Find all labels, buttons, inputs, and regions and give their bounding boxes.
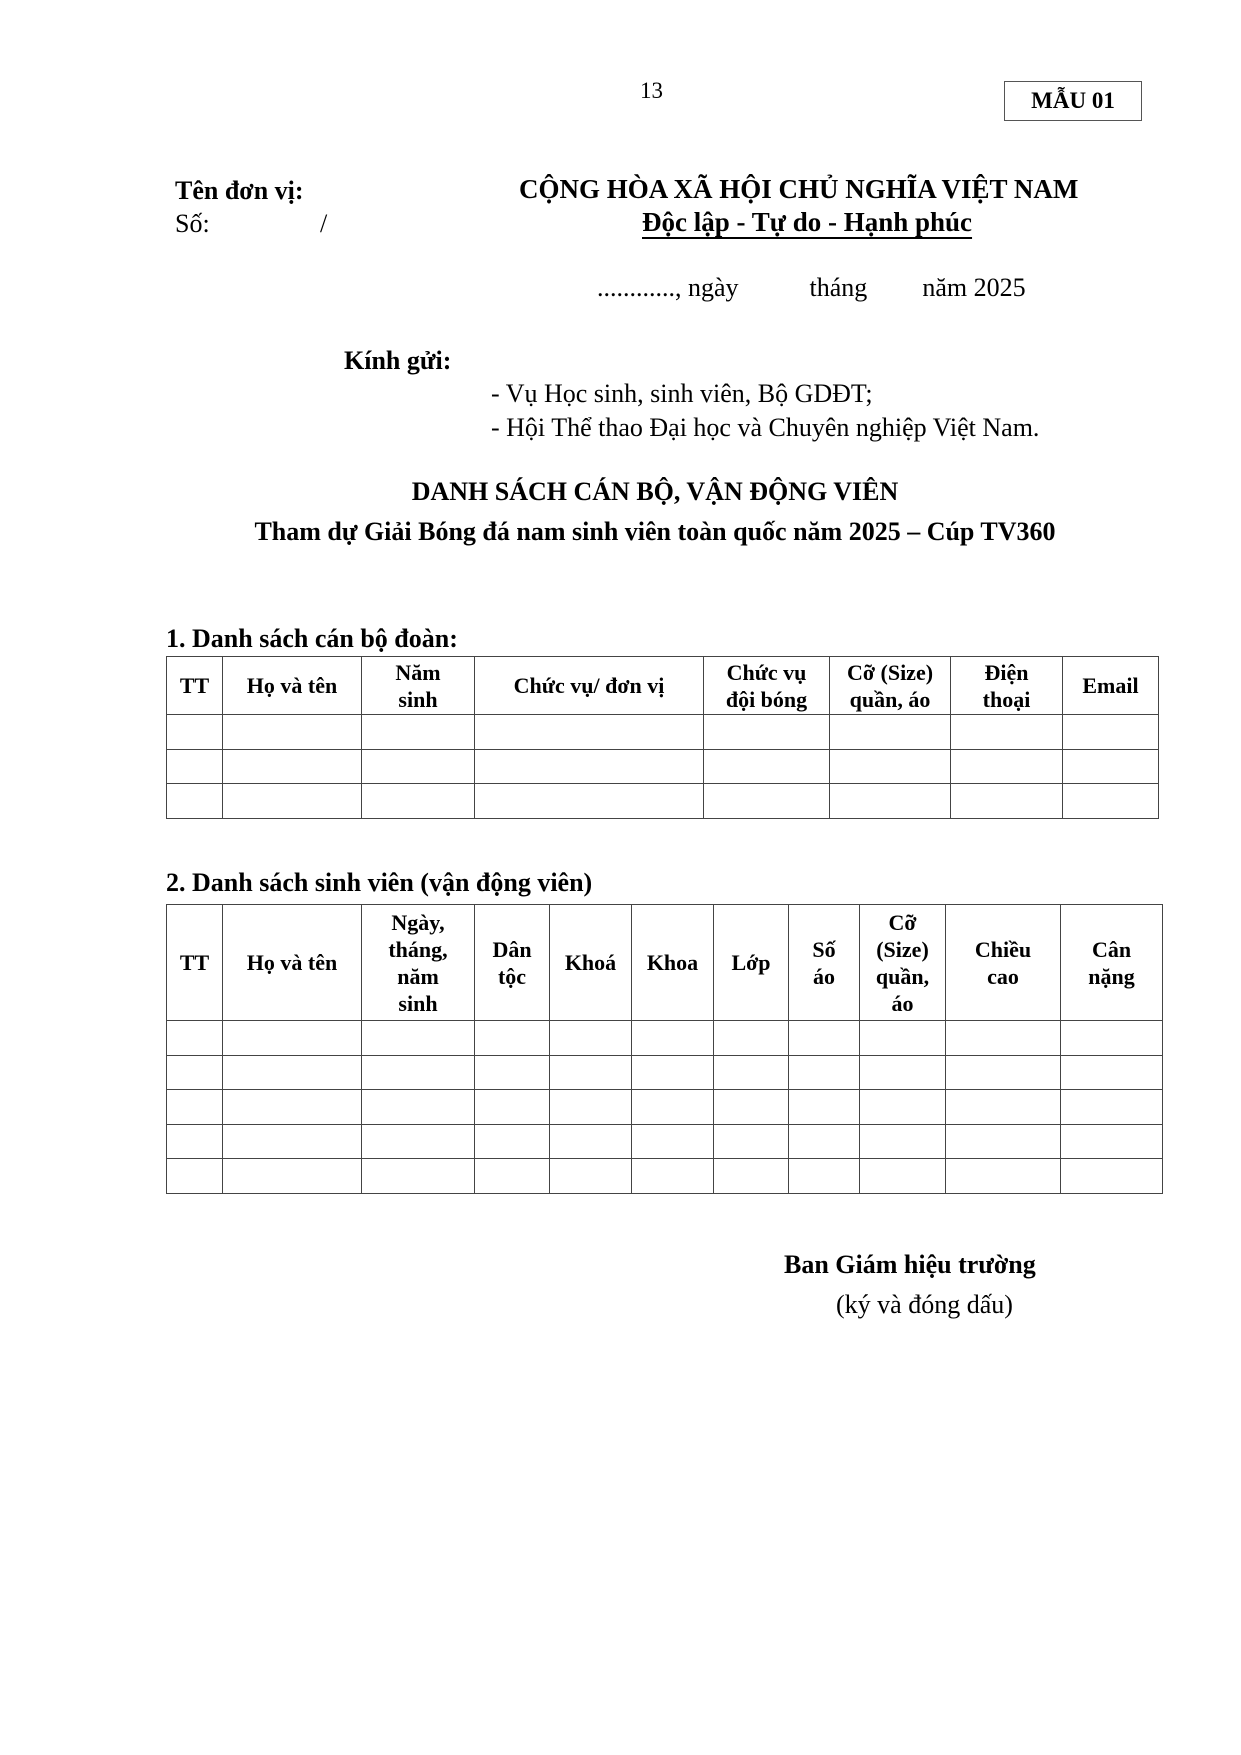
staff-column-header-line: Cỡ (Size) bbox=[846, 659, 934, 685]
student-column-header-line: cao bbox=[987, 963, 1019, 989]
staff-table-row bbox=[167, 749, 1159, 784]
student-table-cell[interactable] bbox=[475, 1090, 550, 1125]
staff-column-header-line: sinh bbox=[398, 686, 438, 712]
student-table-cell[interactable] bbox=[714, 1159, 789, 1194]
student-table-cell[interactable] bbox=[550, 1159, 632, 1194]
student-table-cell[interactable] bbox=[223, 1055, 362, 1090]
student-table-cell[interactable] bbox=[362, 1021, 475, 1056]
date-line bbox=[597, 273, 1026, 303]
student-column-header bbox=[475, 905, 550, 1021]
student-column-header bbox=[1061, 905, 1163, 1021]
staff-table-cell[interactable] bbox=[830, 715, 951, 750]
student-table-cell[interactable] bbox=[550, 1021, 632, 1056]
student-table-cell[interactable] bbox=[475, 1159, 550, 1194]
staff-table bbox=[166, 656, 1159, 819]
student-column-header bbox=[223, 905, 362, 1021]
student-column-header-line: Cân bbox=[1091, 936, 1132, 962]
student-column-header-line: nặng bbox=[1088, 963, 1135, 989]
student-table-cell[interactable] bbox=[167, 1124, 223, 1159]
staff-column-header bbox=[362, 657, 475, 715]
student-column-header bbox=[860, 905, 946, 1021]
student-table-cell[interactable] bbox=[860, 1090, 946, 1125]
staff-table-cell[interactable] bbox=[167, 715, 223, 750]
staff-table-cell[interactable] bbox=[830, 784, 951, 819]
student-table-cell[interactable] bbox=[223, 1021, 362, 1056]
student-column-header-line: quần, bbox=[875, 963, 930, 989]
student-column-header-line: Số bbox=[812, 936, 836, 962]
student-table-cell[interactable] bbox=[362, 1055, 475, 1090]
student-table-cell[interactable] bbox=[860, 1159, 946, 1194]
student-table-row bbox=[167, 1159, 1163, 1194]
document-number-slash: / bbox=[320, 209, 328, 238]
student-table-cell[interactable] bbox=[632, 1055, 714, 1090]
staff-table-cell[interactable] bbox=[167, 749, 223, 784]
staff-table-cell[interactable] bbox=[475, 749, 704, 784]
student-column-header bbox=[789, 905, 860, 1021]
student-table-cell[interactable] bbox=[714, 1124, 789, 1159]
student-table-cell[interactable] bbox=[714, 1021, 789, 1056]
staff-table-cell[interactable] bbox=[362, 715, 475, 750]
student-column-header-line: Khoa bbox=[646, 950, 699, 975]
student-table-cell[interactable] bbox=[1061, 1021, 1163, 1056]
recipients-label: Kính gửi: bbox=[344, 346, 452, 375]
date-year: năm 2025 bbox=[922, 273, 1026, 302]
student-table-cell[interactable] bbox=[860, 1055, 946, 1090]
student-table-row bbox=[167, 1055, 1163, 1090]
staff-column-header-line: Chức vụ/ đơn vị bbox=[513, 673, 665, 698]
staff-table-cell[interactable] bbox=[223, 784, 362, 819]
staff-table-row bbox=[167, 784, 1159, 819]
student-table-cell[interactable] bbox=[714, 1055, 789, 1090]
student-column-header-line: TT bbox=[179, 950, 210, 975]
student-column-header bbox=[714, 905, 789, 1021]
signature-title: Ban Giám hiệu trường bbox=[784, 1250, 1036, 1279]
student-table-cell[interactable] bbox=[1061, 1124, 1163, 1159]
student-table-cell[interactable] bbox=[362, 1124, 475, 1159]
student-column-header-line: Khoá bbox=[564, 950, 617, 975]
student-column-header-line: áo bbox=[891, 990, 914, 1016]
student-table-cell[interactable] bbox=[167, 1021, 223, 1056]
staff-column-header bbox=[951, 657, 1063, 715]
student-table-cell[interactable] bbox=[223, 1159, 362, 1194]
student-table-cell[interactable] bbox=[789, 1124, 860, 1159]
student-table-cell[interactable] bbox=[475, 1055, 550, 1090]
student-column-header-line: Dân bbox=[492, 936, 532, 962]
student-column-header-line: Ngày, bbox=[391, 909, 445, 935]
student-table-cell[interactable] bbox=[946, 1090, 1061, 1125]
student-table-cell[interactable] bbox=[860, 1124, 946, 1159]
student-table-cell[interactable] bbox=[789, 1159, 860, 1194]
student-column-header bbox=[946, 905, 1061, 1021]
student-table-cell[interactable] bbox=[860, 1021, 946, 1056]
student-table-cell[interactable] bbox=[167, 1159, 223, 1194]
national-motto: Độc lập - Tự do - Hạnh phúc bbox=[642, 207, 973, 237]
signature-note: (ký và đóng dấu) bbox=[836, 1290, 1013, 1319]
student-table-cell[interactable] bbox=[789, 1090, 860, 1125]
student-table-cell[interactable] bbox=[223, 1090, 362, 1125]
student-table-cell[interactable] bbox=[946, 1021, 1061, 1056]
staff-column-header-line: Điện bbox=[984, 659, 1029, 685]
staff-column-header bbox=[830, 657, 951, 715]
student-table-cell[interactable] bbox=[1061, 1055, 1163, 1090]
student-table-cell[interactable] bbox=[946, 1124, 1061, 1159]
staff-column-header-line: thoại bbox=[982, 686, 1031, 712]
student-table-cell[interactable] bbox=[789, 1021, 860, 1056]
staff-table-cell[interactable] bbox=[951, 715, 1063, 750]
student-table-cell[interactable] bbox=[550, 1090, 632, 1125]
student-table-cell[interactable] bbox=[167, 1090, 223, 1125]
staff-table-cell[interactable] bbox=[362, 749, 475, 784]
student-table-cell[interactable] bbox=[632, 1090, 714, 1125]
staff-table-cell[interactable] bbox=[475, 784, 704, 819]
student-table-cell[interactable] bbox=[789, 1055, 860, 1090]
unit-name-label: Tên đơn vị: bbox=[175, 176, 304, 205]
recipient-item: - Hội Thể thao Đại học và Chuyên nghiệp Việt Nam. bbox=[491, 413, 1040, 442]
date-place-day: ............, ngày bbox=[597, 273, 739, 302]
staff-section-heading: 1. Danh sách cán bộ đoàn: bbox=[166, 624, 458, 653]
national-title: CỘNG HÒA XÃ HỘI CHỦ NGHĨA VIỆT NAM bbox=[519, 174, 1079, 204]
staff-column-header-line: TT bbox=[179, 673, 210, 698]
student-table-cell[interactable] bbox=[714, 1090, 789, 1125]
staff-table-cell[interactable] bbox=[1063, 784, 1159, 819]
student-table-cell[interactable] bbox=[1061, 1090, 1163, 1125]
student-table-cell[interactable] bbox=[946, 1055, 1061, 1090]
staff-column-header bbox=[167, 657, 223, 715]
student-table-cell[interactable] bbox=[550, 1124, 632, 1159]
staff-table-cell[interactable] bbox=[704, 784, 830, 819]
staff-table-cell[interactable] bbox=[362, 784, 475, 819]
staff-table-cell[interactable] bbox=[167, 784, 223, 819]
document-title: DANH SÁCH CÁN BỘ, VẬN ĐỘNG VIÊN bbox=[411, 477, 899, 506]
student-column-header-line: Chiều bbox=[974, 936, 1032, 962]
staff-column-header-line: Email bbox=[1082, 673, 1139, 698]
staff-table-cell[interactable] bbox=[1063, 715, 1159, 750]
staff-table-cell[interactable] bbox=[704, 749, 830, 784]
staff-column-header bbox=[704, 657, 830, 715]
student-table-cell[interactable] bbox=[362, 1090, 475, 1125]
student-table-cell[interactable] bbox=[475, 1124, 550, 1159]
staff-table-cell[interactable] bbox=[704, 715, 830, 750]
student-table-cell[interactable] bbox=[946, 1159, 1061, 1194]
student-table-cell[interactable] bbox=[550, 1055, 632, 1090]
student-column-header-line: áo bbox=[813, 963, 835, 989]
student-table-row bbox=[167, 1021, 1163, 1056]
staff-column-header-line: đội bóng bbox=[725, 686, 808, 712]
staff-column-header-line: Họ và tên bbox=[246, 673, 338, 698]
student-table-cell[interactable] bbox=[475, 1021, 550, 1056]
staff-table-row bbox=[167, 715, 1159, 750]
student-table bbox=[166, 904, 1163, 1194]
student-column-header-line: sinh bbox=[398, 990, 438, 1016]
student-column-header-line: tháng, bbox=[388, 936, 448, 962]
student-table-cell[interactable] bbox=[167, 1055, 223, 1090]
document-subtitle: Tham dự Giải Bóng đá nam sinh viên toàn quốc năm 2025 – Cúp TV360 bbox=[254, 517, 1056, 546]
student-table-row bbox=[167, 1124, 1163, 1159]
student-column-header bbox=[632, 905, 714, 1021]
student-table-cell[interactable] bbox=[632, 1021, 714, 1056]
student-column-header bbox=[550, 905, 632, 1021]
student-table-cell[interactable] bbox=[632, 1159, 714, 1194]
staff-column-header bbox=[475, 657, 704, 715]
date-month: tháng bbox=[809, 273, 868, 302]
student-table-cell[interactable] bbox=[1061, 1159, 1163, 1194]
page-number: 13 bbox=[640, 78, 663, 103]
recipient-item: - Vụ Học sinh, sinh viên, Bộ GDĐT; bbox=[491, 379, 873, 408]
staff-table-cell[interactable] bbox=[951, 784, 1063, 819]
student-column-header-line: tộc bbox=[497, 963, 527, 989]
student-column-header-line: Cỡ bbox=[888, 909, 917, 935]
staff-table-header bbox=[167, 657, 1159, 715]
student-column-header bbox=[362, 905, 475, 1021]
staff-table-cell[interactable] bbox=[830, 749, 951, 784]
student-column-header-line: Họ và tên bbox=[246, 950, 338, 975]
staff-table-cell[interactable] bbox=[1063, 749, 1159, 784]
staff-column-header bbox=[223, 657, 362, 715]
student-column-header-line: (Size) bbox=[876, 936, 929, 962]
staff-table-cell[interactable] bbox=[223, 749, 362, 784]
student-column-header bbox=[167, 905, 223, 1021]
student-column-header-line: Lớp bbox=[731, 950, 771, 975]
document-number-label: Số: bbox=[175, 209, 210, 238]
student-table-row bbox=[167, 1090, 1163, 1125]
staff-table-cell[interactable] bbox=[223, 715, 362, 750]
staff-column-header-line: Chức vụ bbox=[726, 659, 807, 685]
student-section-heading: 2. Danh sách sinh viên (vận động viên) bbox=[166, 868, 593, 897]
staff-column-header-line: quần, áo bbox=[849, 686, 931, 712]
staff-table-cell[interactable] bbox=[475, 715, 704, 750]
student-table-cell[interactable] bbox=[362, 1159, 475, 1194]
student-table-header bbox=[167, 905, 1163, 1021]
form-code-box: MẪU 01 bbox=[1004, 81, 1142, 121]
student-column-header-line: năm bbox=[397, 963, 439, 989]
student-table-cell[interactable] bbox=[223, 1124, 362, 1159]
staff-column-header bbox=[1063, 657, 1159, 715]
student-table-cell[interactable] bbox=[632, 1124, 714, 1159]
staff-table-cell[interactable] bbox=[951, 749, 1063, 784]
staff-column-header-line: Năm bbox=[395, 659, 441, 685]
